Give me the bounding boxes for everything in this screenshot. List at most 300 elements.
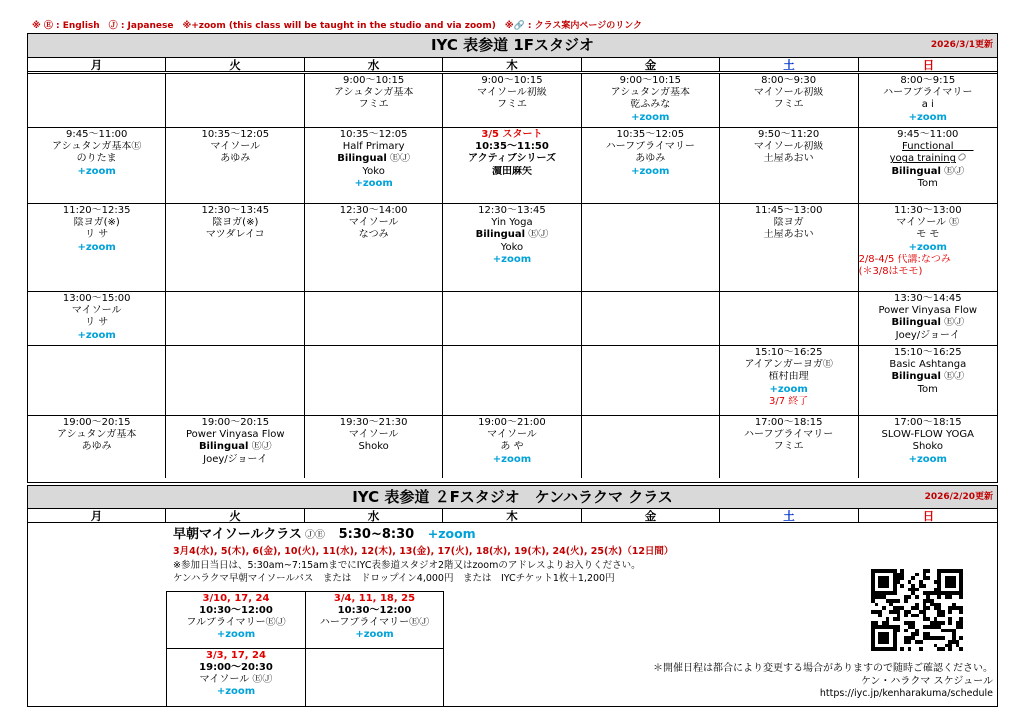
class-info-line bbox=[443, 129, 581, 141]
class-info-line bbox=[28, 441, 165, 453]
class-info-line bbox=[859, 429, 997, 441]
class-info-line bbox=[582, 99, 719, 111]
language-marks: ⒺⒿ bbox=[940, 371, 965, 383]
class-info-text: +zoom bbox=[77, 165, 116, 177]
class-info-line bbox=[28, 417, 165, 429]
class-info-text: マイソール ⒺⒿ bbox=[199, 674, 273, 685]
class-info-line bbox=[28, 217, 165, 229]
class-info-text: 9:00～10:15 bbox=[619, 75, 681, 86]
class-cell-tue bbox=[166, 416, 305, 478]
class-info-line bbox=[859, 178, 997, 190]
class-info-text: 陰ヨガ(※) bbox=[73, 217, 120, 229]
class-info-text: マイソール bbox=[71, 305, 122, 317]
class-info-line bbox=[859, 441, 997, 453]
class-info-text: 10:30～12:00 bbox=[337, 605, 412, 616]
class-info-line bbox=[166, 217, 304, 229]
zoom-tag bbox=[306, 629, 443, 641]
class-info-line bbox=[443, 153, 581, 165]
class-box-wed-half-primary bbox=[305, 591, 444, 649]
timetable-row bbox=[28, 416, 997, 478]
class-info-text: 19:00～21:00 bbox=[478, 417, 546, 428]
class-info-line bbox=[582, 87, 719, 99]
studio-2f-title-bar bbox=[28, 486, 997, 509]
class-info-text: 土屋あおい bbox=[763, 153, 814, 165]
class-info-line bbox=[305, 99, 442, 111]
class-cell-sun bbox=[858, 292, 997, 346]
class-info-line bbox=[306, 605, 443, 617]
class-info-text: 19:30～21:30 bbox=[339, 417, 408, 428]
class-info-line bbox=[28, 293, 165, 305]
class-info-line bbox=[859, 229, 997, 241]
class-info-text: リ サ bbox=[85, 317, 109, 329]
class-info-text: Power Vinyasa Flow bbox=[878, 305, 978, 317]
class-info-text: +zoom bbox=[631, 165, 670, 177]
class-info-text: +zoom bbox=[908, 453, 947, 465]
studio-2f-updated: 2026/2/20更新 bbox=[924, 492, 993, 502]
timetable-row bbox=[28, 128, 997, 204]
class-info-text: アクティブシリーズ bbox=[467, 153, 556, 165]
empty-cell-mon bbox=[28, 346, 166, 416]
class-info-text: 9:00～10:15 bbox=[481, 75, 543, 86]
class-info-line[interactable] bbox=[859, 153, 997, 165]
class-info-line bbox=[859, 99, 997, 111]
class-info-text: フミエ bbox=[773, 99, 804, 111]
class-info-text: マイソール bbox=[487, 429, 537, 441]
class-info-text: 3/3, 17, 24 bbox=[206, 650, 266, 661]
empty-cell-fri bbox=[581, 346, 719, 416]
class-info-line bbox=[720, 441, 858, 453]
class-cell-sat bbox=[719, 128, 858, 204]
timetable-row bbox=[28, 74, 997, 128]
early-mysore-pricing: ケンハラクマ早朝マイソールパス または ドロップイン4,000円 または IYCチケット1枚＋1,200円 bbox=[173, 573, 615, 584]
class-info-line bbox=[720, 347, 858, 359]
class-info-line bbox=[582, 75, 719, 87]
class-info-text: 12:30～13:45 bbox=[478, 205, 546, 216]
zoom-tag bbox=[167, 686, 305, 698]
class-info-line bbox=[305, 129, 442, 141]
class-info-line bbox=[167, 674, 305, 686]
class-info-text: 12:30～13:45 bbox=[201, 205, 270, 216]
class-info-line bbox=[720, 129, 858, 141]
class-info-text: あゆみ bbox=[81, 441, 112, 453]
class-info-text: 土屋あおい bbox=[763, 229, 814, 241]
zoom-tag bbox=[167, 629, 305, 641]
class-cell-fri bbox=[581, 74, 719, 128]
class-info-line bbox=[166, 153, 304, 165]
schedule-notice-block bbox=[653, 663, 993, 701]
studio-1f-title: IYC 表参道 1Fスタジオ bbox=[430, 36, 595, 54]
class-cell-mon bbox=[28, 128, 166, 204]
class-info-text: 9:45～11:00 bbox=[66, 129, 128, 140]
empty-cell-fri bbox=[581, 204, 719, 292]
class-info-line[interactable] bbox=[859, 141, 997, 153]
class-info-text: Bilingual bbox=[891, 317, 941, 329]
class-info-text: 8:00～9:15 bbox=[900, 75, 956, 86]
class-info-text: Yoko bbox=[500, 241, 524, 253]
class-info-line bbox=[167, 617, 305, 629]
class-cell-mon bbox=[28, 204, 166, 292]
class-info-line bbox=[720, 205, 858, 217]
day-header-tue: 火 bbox=[166, 509, 305, 522]
zoom-tag bbox=[443, 454, 581, 466]
class-info-line bbox=[167, 650, 305, 662]
early-mysore-zoom: +zoom bbox=[427, 526, 476, 541]
class-info-text: フミエ bbox=[496, 99, 527, 111]
class-info-text: マイソール初級 bbox=[753, 87, 824, 99]
class-info-text: a i bbox=[921, 99, 934, 111]
studio-2f-day-header bbox=[28, 509, 997, 523]
empty-cell-fri bbox=[581, 416, 719, 478]
class-info-text: Tom bbox=[917, 177, 938, 189]
day-header-tue: 火 bbox=[166, 58, 305, 71]
class-info-text: マツダレイコ bbox=[205, 229, 265, 241]
class-info-text: 3/7 終了 bbox=[769, 395, 809, 407]
class-info-line bbox=[305, 441, 442, 453]
class-info-line bbox=[305, 229, 442, 241]
class-info-text: Basic Ashtanga bbox=[889, 359, 967, 371]
class-info-line bbox=[859, 347, 997, 359]
class-info-text: 植村由理 bbox=[768, 371, 809, 383]
day-header-sun: 日 bbox=[922, 509, 935, 523]
studio-1f-timetable bbox=[28, 73, 997, 478]
class-info-text: アシュタンガ基本 bbox=[333, 87, 414, 99]
class-cell-thu bbox=[443, 204, 582, 292]
class-info-text: 3/10, 17, 24 bbox=[202, 593, 270, 604]
class-info-text: 10:35～11:50 bbox=[475, 141, 549, 153]
class-info-text: 乾ふみな bbox=[630, 99, 671, 111]
class-cell-sat bbox=[719, 74, 858, 128]
class-info-text: ハーフプライマリー bbox=[605, 141, 695, 153]
class-info-line bbox=[859, 266, 997, 278]
class-info-line bbox=[720, 87, 858, 99]
class-info-line bbox=[443, 242, 581, 254]
class-info-line bbox=[167, 605, 305, 617]
class-info-line bbox=[859, 330, 997, 342]
class-cell-thu bbox=[443, 74, 582, 128]
class-info-text: マイソール bbox=[348, 429, 399, 441]
class-cell-sun bbox=[858, 346, 997, 416]
class-info-text: マイソール Ⓔ bbox=[896, 217, 960, 229]
zoom-tag bbox=[28, 166, 165, 178]
class-info-line bbox=[582, 153, 719, 165]
class-info-text: +zoom bbox=[769, 383, 808, 395]
class-cell-mon bbox=[28, 416, 166, 478]
class-info-text: あゆみ bbox=[220, 153, 251, 165]
class-info-line bbox=[28, 129, 165, 141]
class-info-text: +zoom bbox=[216, 686, 256, 697]
schedule-qr-code-icon[interactable] bbox=[871, 569, 963, 651]
class-info-line bbox=[443, 205, 581, 217]
class-info-text: Half Primary bbox=[342, 141, 405, 153]
class-info-text: なつみ bbox=[358, 229, 389, 241]
class-info-line bbox=[443, 141, 581, 153]
class-info-text: ハーフプライマリー bbox=[744, 429, 834, 441]
class-info-text: 10:35～12:05 bbox=[616, 129, 685, 140]
studio-2f-schedule bbox=[27, 485, 998, 707]
class-cell-wed bbox=[305, 204, 443, 292]
class-info-text: あゆみ bbox=[635, 153, 666, 165]
zoom-tag bbox=[720, 384, 858, 396]
class-info-text: 13:30～14:45 bbox=[893, 293, 962, 304]
column-divider bbox=[443, 648, 444, 707]
early-mysore-heading bbox=[173, 526, 673, 544]
zoom-tag bbox=[28, 242, 165, 254]
class-info-line bbox=[859, 384, 997, 396]
class-info-line bbox=[443, 166, 581, 178]
class-info-text: 10:35～12:05 bbox=[201, 129, 270, 140]
class-info-text: 陰ヨガ bbox=[773, 217, 804, 229]
class-info-line bbox=[28, 153, 165, 165]
class-info-line bbox=[443, 75, 581, 87]
class-info-text: あ や bbox=[500, 441, 524, 453]
schedule-url-link[interactable]: https://iyc.jp/kenharakuma/schedule bbox=[819, 688, 993, 699]
class-info-text: Bilingual bbox=[337, 153, 387, 165]
class-info-line bbox=[28, 305, 165, 317]
early-mysore-time: 5:30~8:30 bbox=[338, 527, 415, 542]
class-info-line bbox=[443, 417, 581, 429]
class-info-text: 濵田麻矢 bbox=[491, 165, 532, 177]
class-info-line bbox=[443, 429, 581, 441]
class-info-text: 陰ヨガ(※) bbox=[212, 217, 259, 229]
empty-cell-tue bbox=[166, 292, 305, 346]
class-info-line bbox=[305, 75, 442, 87]
class-info-text: +zoom bbox=[354, 177, 393, 189]
class-info-line bbox=[859, 359, 997, 371]
class-info-text: Bilingual bbox=[198, 441, 249, 453]
class-info-line bbox=[166, 417, 304, 429]
class-info-line bbox=[306, 593, 443, 605]
class-info-text: 3/4, 11, 18, 25 bbox=[333, 593, 416, 604]
class-info-line bbox=[166, 205, 304, 217]
class-info-text: アイアンガーヨガⒺ bbox=[744, 359, 833, 371]
class-info-line bbox=[720, 396, 858, 408]
class-info-line bbox=[305, 87, 442, 99]
class-info-text: Power Vinyasa Flow bbox=[186, 429, 285, 441]
class-info-text: yoga training bbox=[889, 153, 956, 165]
class-info-text: 19:00～20:15 bbox=[201, 417, 270, 428]
class-cell-fri bbox=[581, 128, 719, 204]
class-cell-tue bbox=[166, 128, 305, 204]
class-info-line bbox=[166, 129, 304, 141]
class-info-line bbox=[720, 229, 858, 241]
class-info-text: 19:00～20:30 bbox=[199, 662, 273, 673]
timetable-row bbox=[28, 292, 997, 346]
class-info-line bbox=[859, 371, 997, 383]
studio-1f-schedule bbox=[27, 33, 998, 483]
class-info-line bbox=[305, 417, 442, 429]
class-info-line bbox=[859, 75, 997, 87]
language-marks: ⒺⒿ bbox=[248, 441, 272, 453]
class-info-line bbox=[305, 205, 442, 217]
empty-cell-wed bbox=[305, 292, 443, 346]
class-info-line bbox=[859, 254, 997, 266]
class-info-line bbox=[720, 141, 858, 153]
class-cell-wed bbox=[305, 74, 443, 128]
class-info-text: 10:30～12:00 bbox=[199, 605, 273, 616]
class-info-line bbox=[859, 217, 997, 229]
class-info-text: SLOW-FLOW YOGA bbox=[881, 429, 974, 441]
class-info-line bbox=[28, 141, 165, 153]
class-info-line bbox=[305, 141, 442, 153]
class-info-text: のりたま bbox=[76, 153, 117, 165]
early-mysore-dates: 3月4(水), 5(木), 6(金), 10(火), 11(水), 12(木), 13(金), 17(火), 18(水), 19(木), 24(火), 25(水)（12日間） bbox=[173, 546, 674, 557]
class-info-line bbox=[720, 371, 858, 383]
class-info-line bbox=[305, 217, 442, 229]
class-cell-thu bbox=[443, 128, 582, 204]
zoom-tag bbox=[859, 242, 997, 254]
class-info-text: Shoko bbox=[912, 441, 943, 453]
legend-text: ※ Ⓔ : English Ⓙ : Japanese ※+zoom (this class will be taught in the studio and via zoom) ※🔗 : クラス案内ページのリンク bbox=[32, 21, 643, 31]
link-icon[interactable] bbox=[957, 153, 967, 162]
empty-cell-tue bbox=[166, 346, 305, 416]
early-mysore-langs: ⒿⒺ bbox=[301, 530, 326, 541]
zoom-tag bbox=[28, 330, 165, 342]
class-cell-sun bbox=[858, 128, 997, 204]
class-box-tue-full-primary bbox=[166, 591, 306, 649]
class-info-line bbox=[166, 441, 304, 453]
class-info-line bbox=[859, 129, 997, 141]
class-info-line bbox=[720, 217, 858, 229]
class-info-text: Functional bbox=[902, 141, 974, 153]
day-header-sat: 土 bbox=[720, 509, 859, 522]
class-info-text: フミエ bbox=[358, 99, 389, 111]
class-info-line bbox=[28, 229, 165, 241]
class-info-line bbox=[582, 141, 719, 153]
class-info-text: アシュタンガ基本Ⓔ bbox=[51, 141, 142, 153]
zoom-tag bbox=[305, 178, 442, 190]
class-info-text: 9:00～10:15 bbox=[342, 75, 405, 86]
class-info-text: +zoom bbox=[77, 241, 116, 253]
class-info-line bbox=[859, 205, 997, 217]
class-info-text: Joey/ジョーイ bbox=[203, 453, 268, 465]
class-info-line bbox=[166, 454, 304, 466]
class-info-line bbox=[859, 293, 997, 305]
class-info-text: アシュタンガ基本 bbox=[56, 429, 137, 441]
class-info-text: 17:00～18:15 bbox=[893, 417, 962, 428]
class-info-line bbox=[305, 153, 442, 165]
class-info-text: Joey/ジョーイ bbox=[895, 329, 960, 341]
early-mysore-title: 早朝マイソールクラス bbox=[173, 527, 302, 542]
zoom-tag bbox=[443, 254, 581, 266]
class-info-text: +zoom bbox=[492, 453, 532, 465]
class-info-line bbox=[443, 87, 581, 99]
class-info-line bbox=[859, 87, 997, 99]
language-marks: ⒺⒿ bbox=[940, 317, 965, 329]
class-info-line bbox=[443, 217, 581, 229]
class-info-text: 15:10～16:25 bbox=[754, 347, 823, 358]
empty-cell-fri bbox=[581, 292, 719, 346]
class-info-text: +zoom bbox=[908, 241, 947, 253]
class-info-text: 8:00～9:30 bbox=[761, 75, 817, 86]
class-info-text: 10:35～12:05 bbox=[339, 129, 408, 140]
class-info-text: Bilingual bbox=[891, 371, 941, 383]
class-cell-sat bbox=[719, 204, 858, 292]
day-header-thu: 木 bbox=[443, 509, 582, 522]
class-cell-thu bbox=[443, 416, 582, 478]
class-info-text: +zoom bbox=[908, 111, 947, 123]
class-info-line bbox=[720, 359, 858, 371]
class-info-text: 11:45～13:00 bbox=[754, 205, 823, 216]
class-info-text: モ モ bbox=[916, 229, 940, 241]
class-info-text: Yoko bbox=[362, 165, 385, 177]
class-info-text: Bilingual bbox=[891, 165, 941, 177]
empty-cell-sat bbox=[719, 292, 858, 346]
class-info-line bbox=[859, 166, 997, 178]
class-info-text: +zoom bbox=[77, 329, 116, 341]
schedule-title: ケン・ハラクマ スケジュール bbox=[860, 675, 993, 687]
class-info-text: マイソール bbox=[348, 217, 399, 229]
day-header-wed: 水 bbox=[305, 58, 443, 71]
studio-2f-title: IYC 表参道 ２Fスタジオ ケンハラクマ クラス bbox=[352, 488, 673, 506]
class-box-tue-mysore-evening bbox=[166, 648, 306, 707]
class-info-line bbox=[28, 317, 165, 329]
class-info-text: Tom bbox=[917, 383, 938, 395]
class-info-text: 9:45～11:00 bbox=[897, 129, 959, 140]
class-info-line bbox=[859, 305, 997, 317]
class-info-text: 19:00～20:15 bbox=[62, 417, 131, 428]
class-info-line bbox=[166, 229, 304, 241]
class-info-text: フルプライマリーⒺⒿ bbox=[186, 617, 286, 628]
class-info-text: 2/8-4/5 代講:なつみ bbox=[858, 253, 951, 265]
class-info-text: フミエ bbox=[773, 441, 804, 453]
class-info-text: 17:00～18:15 bbox=[754, 417, 823, 428]
class-info-text: マイソール初級 bbox=[477, 87, 547, 99]
class-info-text: 12:30～14:00 bbox=[339, 205, 408, 216]
class-info-line bbox=[443, 229, 581, 241]
language-marks: ⒺⒿ bbox=[386, 153, 410, 165]
class-info-line bbox=[720, 153, 858, 165]
day-header-wed: 水 bbox=[305, 509, 443, 522]
class-info-text: リ サ bbox=[85, 229, 109, 241]
class-info-text: +zoom bbox=[631, 111, 670, 123]
schedule-change-notice: ＊開催日程は都合により変更する場合がありますので随時ご確認ください。 bbox=[653, 663, 993, 674]
class-info-text: 13:00～15:00 bbox=[62, 293, 131, 304]
class-info-line bbox=[305, 166, 442, 178]
class-info-text: (＊3/8はモモ) bbox=[858, 266, 923, 278]
class-info-line bbox=[859, 417, 997, 429]
empty-cell-thu bbox=[443, 346, 582, 416]
class-cell-sat bbox=[719, 416, 858, 478]
class-info-line bbox=[167, 593, 305, 605]
zoom-tag bbox=[582, 112, 719, 124]
class-info-line bbox=[28, 205, 165, 217]
class-cell-sun bbox=[858, 74, 997, 128]
class-info-text: マイソール bbox=[210, 141, 261, 153]
day-header-sun: 日 bbox=[922, 58, 935, 72]
zoom-tag bbox=[582, 166, 719, 178]
class-info-text: 11:20～12:35 bbox=[62, 205, 131, 216]
zoom-tag bbox=[859, 112, 997, 124]
class-info-text: ハーフプライマリー bbox=[883, 87, 973, 99]
timetable-row bbox=[28, 346, 997, 416]
class-info-line bbox=[720, 429, 858, 441]
class-info-text: +zoom bbox=[216, 629, 256, 640]
language-marks: ⒺⒿ bbox=[525, 229, 549, 241]
class-info-line bbox=[720, 99, 858, 111]
class-info-text: マイソール初級 bbox=[753, 141, 824, 153]
class-info-text: 3/5 スタート bbox=[481, 129, 543, 140]
empty-cell-thu bbox=[443, 292, 582, 346]
class-info-text: Yin Yoga bbox=[491, 217, 533, 229]
day-header-mon: 月 bbox=[28, 58, 166, 71]
class-info-text: Shoko bbox=[358, 441, 389, 453]
class-info-line bbox=[582, 129, 719, 141]
day-header-mon: 月 bbox=[28, 509, 166, 522]
class-info-line bbox=[443, 441, 581, 453]
early-mysore-block bbox=[173, 526, 673, 585]
timetable-row bbox=[28, 204, 997, 292]
zoom-tag bbox=[859, 454, 997, 466]
